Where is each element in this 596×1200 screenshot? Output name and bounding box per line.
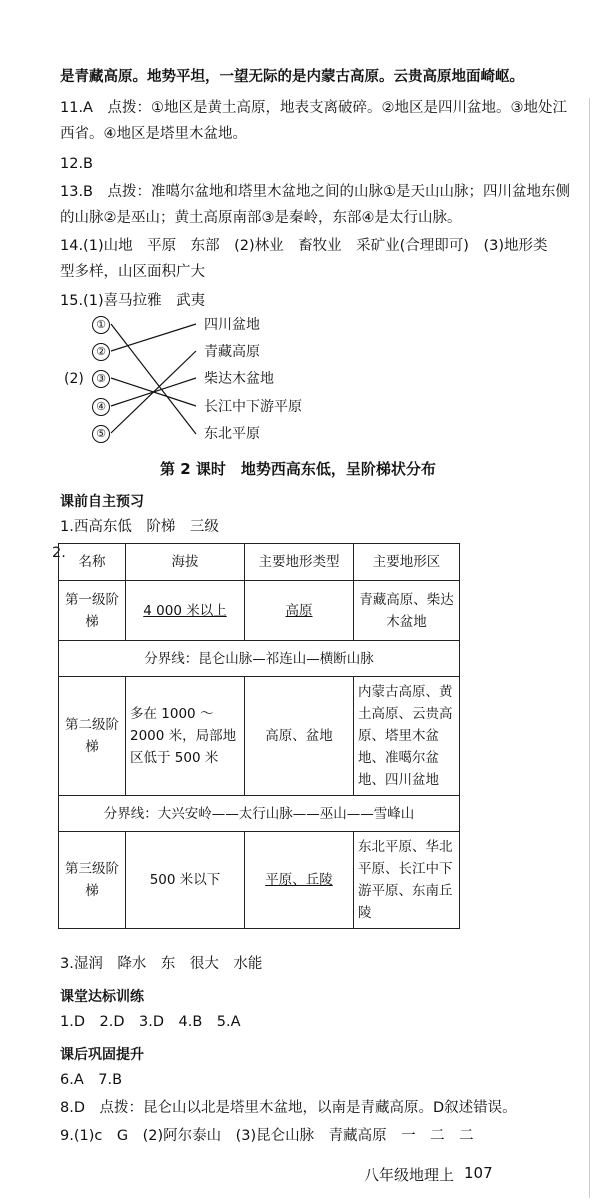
table-row-step2: [59, 677, 460, 796]
step-altitude: 4 000 米以上: [143, 602, 227, 619]
matching-prefix: (2): [64, 371, 84, 387]
left-item-5: ⑤: [92, 425, 110, 443]
table-row-step1: [59, 581, 460, 641]
step-altitude: 500 米以下: [126, 832, 245, 929]
match-line-2-1: [111, 324, 196, 351]
table-divider-row-1: [59, 641, 460, 677]
class-answers: 1.D 2.D 3.D 4.B 5.A: [60, 1014, 241, 1030]
right-item-1: 四川盆地: [204, 317, 260, 333]
step-terrain-type: 高原、盆地: [245, 677, 354, 796]
step-name: 第一级阶梯: [59, 581, 126, 641]
table-header: 主要地形类型: [245, 544, 354, 581]
answer-12: 12.B: [60, 156, 94, 172]
after-answer-9: 9.(1)c G (2)阿尔泰山 (3)昆仑山脉 青藏高原 一 二 二: [60, 1128, 474, 1144]
table-header: 海拔: [126, 544, 245, 581]
left-item-2: ②: [92, 343, 110, 361]
boundary-line-1: 分界线：昆仑山脉—祁连山—横断山脉: [59, 641, 460, 677]
right-item-3: 柴达木盆地: [204, 371, 274, 387]
table-divider-row-2: [59, 796, 460, 832]
table-header: 名称: [59, 544, 126, 581]
table-header: 主要地形区: [354, 544, 460, 581]
answer-13: 13.B 点拨：准噶尔盆地和塔里木盆地之间的山脉①是天山山脉；四川盆地东侧: [60, 184, 571, 200]
right-item-2: 青藏高原: [204, 344, 260, 360]
matching-lines: [0, 0, 596, 460]
step-altitude: 多在 1000 ～ 2000 米，局部地区低于 500 米: [126, 677, 245, 796]
match-line-1-5: [111, 324, 196, 434]
left-item-4: ④: [92, 398, 110, 416]
left-item-3: ③: [92, 370, 110, 388]
footer-book-title: 八年级地理上: [364, 1166, 455, 1184]
preview-answer-3: 3.湿润 降水 东 很大 水能: [60, 956, 263, 972]
table-row-step3: [59, 832, 460, 929]
answer-14-cont: 型多样，山区面积广大: [60, 264, 205, 280]
section-after: 课后巩固提升: [60, 1047, 144, 1063]
step-terrain-type: 高原: [285, 602, 313, 619]
left-item-1: ①: [92, 316, 110, 334]
step-terrain-type: 平原、丘陵: [265, 872, 333, 888]
answer-14: 14.(1)山地 平原 东部 (2)林业 畜牧业 采矿业(合理即可) (3)地形类: [60, 238, 548, 254]
step-regions: 青藏高原、柴达木盆地: [354, 581, 460, 641]
right-item-4: 长江中下游平原: [204, 399, 302, 415]
after-answer-6-7: 6.A 7.B: [60, 1072, 123, 1088]
step-regions: 东北平原、华北平原、长江中下游平原、东南丘陵: [354, 832, 460, 929]
preview-answer-2-label: 2.: [52, 545, 66, 561]
step-regions: 内蒙古高原、黄土高原、云贵高原、塔里木盆地、准噶尔盆地、四川盆地: [354, 677, 460, 796]
answer-11-cont: 西省。④地区是塔里木盆地。: [60, 126, 247, 142]
lesson-title: 第 2 课时 地势西高东低，呈阶梯状分布: [160, 460, 436, 478]
right-item-5: 东北平原: [204, 426, 260, 442]
answer-11: 11.A 点拨：①地区是黄土高原，地表支离破碎。②地区是四川盆地。③地处江: [60, 100, 567, 116]
after-answer-8: 8.D 点拨：昆仑山以北是塔里木盆地，以南是青藏高原。D叙述错误。: [60, 1100, 517, 1116]
terrain-steps-table: [58, 543, 460, 929]
boundary-line-2: 分界线：大兴安岭——太行山脉——巫山——雪峰山: [59, 796, 460, 832]
answer-line: 是青藏高原。地势平坦，一望无际的是内蒙古高原。云贵高原地面崎岖。: [60, 69, 524, 85]
step-name: 第三级阶梯: [59, 832, 126, 929]
table-header-row: [59, 544, 460, 581]
answer-13-cont: 的山脉②是巫山；黄土高原南部③是秦岭，东部④是太行山脉。: [60, 210, 462, 226]
preview-answer-1: 1.西高东低 阶梯 三级: [60, 519, 219, 535]
section-class: 课堂达标训练: [60, 989, 144, 1005]
answer-15: 15.(1)喜马拉雅 武夷: [60, 293, 206, 309]
page-number: 107: [464, 1164, 493, 1182]
section-preview: 课前自主预习: [60, 494, 144, 510]
match-line-5-2: [111, 351, 196, 433]
step-name: 第二级阶梯: [59, 677, 126, 796]
